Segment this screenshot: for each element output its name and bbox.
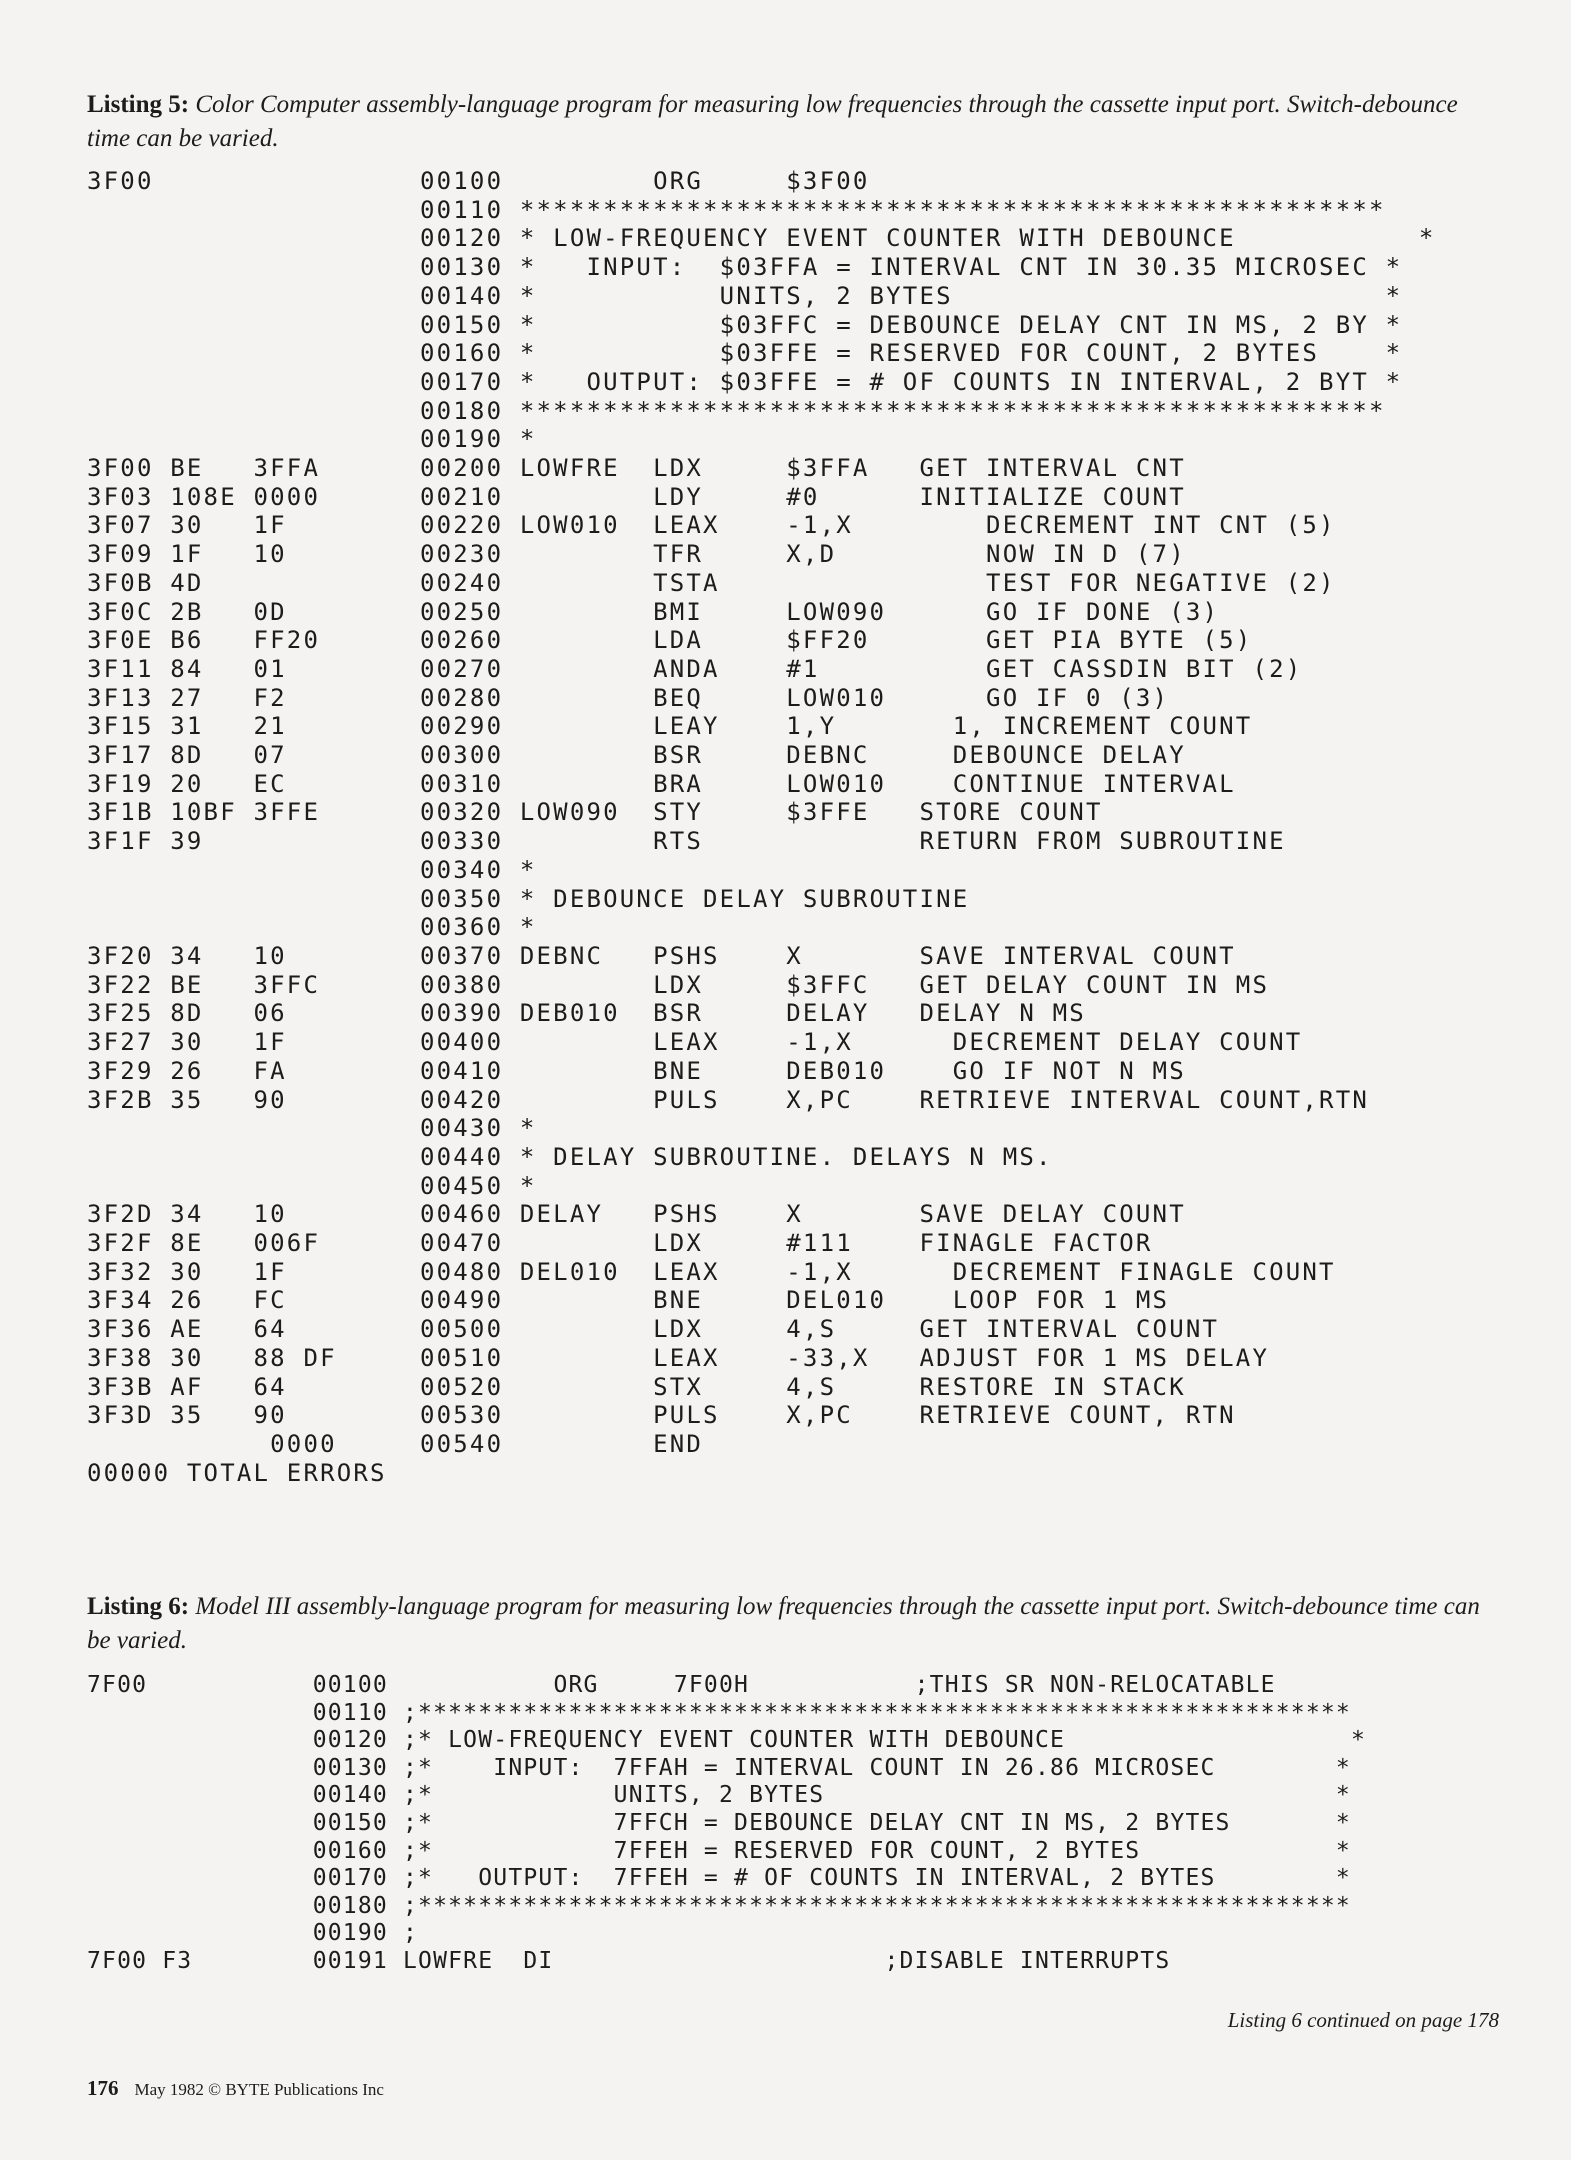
listing-5-caption bbox=[87, 88, 1497, 156]
code-line: 3F09 1F 10 00230 TFR X,D NOW IN D (7) bbox=[87, 540, 1186, 569]
code-line: 00170 ;* OUTPUT: 7FFEH = # OF COUNTS IN INTERVAL, 2 BYTES * bbox=[87, 1865, 1351, 1892]
code-line: 00340 * bbox=[87, 855, 537, 884]
listing-5-label: Listing 5: bbox=[87, 91, 190, 118]
code-line: 00120 * LOW-FREQUENCY EVENT COUNTER WITH DEBOUNCE * bbox=[87, 224, 1436, 253]
code-line: 00160 * $03FFE = RESERVED FOR COUNT, 2 BYTES * bbox=[87, 339, 1403, 368]
code-line: 7F00 F3 00191 LOWFRE DI ;DISABLE INTERRUPTS bbox=[87, 1947, 1171, 1974]
code-line: 3F15 31 21 00290 LEAY 1,Y 1, INCREMENT COUNT bbox=[87, 712, 1253, 741]
code-line: 3F0E B6 FF20 00260 LDA $FF20 GET PIA BYTE (5) bbox=[87, 626, 1253, 655]
code-line: 00140 ;* UNITS, 2 BYTES * bbox=[87, 1782, 1351, 1809]
code-line: 00170 * OUTPUT: $03FFE = # OF COUNTS IN INTERVAL, 2 BYT * bbox=[87, 367, 1403, 396]
code-line: 00000 TOTAL ERRORS bbox=[87, 1458, 387, 1487]
code-line: 3F19 20 EC 00310 BRA LOW010 CONTINUE INTERVAL bbox=[87, 769, 1236, 798]
code-line: 3F0B 4D 00240 TSTA TEST FOR NEGATIVE (2) bbox=[87, 568, 1336, 597]
code-line: 3F00 BE 3FFA 00200 LOWFRE LDX $3FFA GET INTERVAL CNT bbox=[87, 454, 1186, 483]
code-line: 3F27 30 1F 00400 LEAX -1,X DECREMENT DELAY COUNT bbox=[87, 1028, 1303, 1057]
listing-6-caption-text: Model III assembly-language program for measuring low frequencies through the cassette input port. Switch-debounce time can be varied. bbox=[87, 1593, 1480, 1654]
code-line: 3F20 34 10 00370 DEBNC PSHS X SAVE INTERVAL COUNT bbox=[87, 941, 1236, 970]
footer-text: May 1982 © BYTE Publications Inc bbox=[134, 2080, 384, 2099]
code-line: 0000 00540 END bbox=[87, 1429, 704, 1458]
listing-6-caption bbox=[87, 1590, 1497, 1658]
code-line: 00440 * DELAY SUBROUTINE. DELAYS N MS. bbox=[87, 1142, 1053, 1171]
page-number: 176 bbox=[87, 2076, 119, 2100]
code-line: 00180 **************************************************** bbox=[87, 396, 1386, 425]
code-line: 3F00 00100 ORG $3F00 bbox=[87, 167, 870, 195]
code-line: 00430 * bbox=[87, 1114, 537, 1143]
continued-note: Listing 6 continued on page 178 bbox=[1227, 2008, 1499, 2032]
code-line: 3F3D 35 90 00530 PULS X,PC RETRIEVE COUNT, RTN bbox=[87, 1401, 1236, 1430]
code-line: 00130 ;* INPUT: 7FFAH = INTERVAL COUNT IN 26.86 MICROSEC * bbox=[87, 1754, 1351, 1781]
code-line: 00140 * UNITS, 2 BYTES * bbox=[87, 281, 1403, 310]
code-line: 00160 ;* 7FFEH = RESERVED FOR COUNT, 2 BYTES * bbox=[87, 1837, 1351, 1864]
code-line: 00150 ;* 7FFCH = DEBOUNCE DELAY CNT IN MS, 2 BYTES * bbox=[87, 1809, 1351, 1836]
code-line: 3F1F 39 00330 RTS RETURN FROM SUBROUTINE bbox=[87, 827, 1286, 856]
code-line: 00190 * bbox=[87, 425, 537, 454]
code-line: 3F32 30 1F 00480 DEL010 LEAX -1,X DECREMENT FINAGLE COUNT bbox=[87, 1257, 1336, 1286]
code-line: 3F22 BE 3FFC 00380 LDX $3FFC GET DELAY COUNT IN MS bbox=[87, 970, 1270, 999]
code-line: 00450 * bbox=[87, 1171, 537, 1200]
code-line: 00360 * bbox=[87, 913, 537, 942]
code-line: 00110 **************************************************** bbox=[87, 195, 1386, 224]
code-line: 00350 * DEBOUNCE DELAY SUBROUTINE bbox=[87, 884, 970, 913]
code-line: 7F00 00100 ORG 7F00H ;THIS SR NON-RELOCATABLE bbox=[87, 1672, 1276, 1698]
code-line: 3F17 8D 07 00300 BSR DEBNC DEBOUNCE DELAY bbox=[87, 741, 1186, 770]
code-line: 00180 ;************************************************************** bbox=[87, 1892, 1351, 1919]
code-line: 00190 ; bbox=[87, 1920, 419, 1947]
code-line: 3F34 26 FC 00490 BNE DEL010 LOOP FOR 1 MS bbox=[87, 1286, 1170, 1315]
page-footer bbox=[87, 2076, 384, 2101]
code-line: 3F2D 34 10 00460 DELAY PSHS X SAVE DELAY COUNT bbox=[87, 1200, 1186, 1229]
code-line: 3F38 30 88 DF 00510 LEAX -33,X ADJUST FOR 1 MS DELAY bbox=[87, 1343, 1270, 1372]
code-line: 3F0C 2B 0D 00250 BMI LOW090 GO IF DONE (3) bbox=[87, 597, 1220, 626]
code-line: 00110 ;************************************************************** bbox=[87, 1699, 1351, 1726]
code-line: 3F2F 8E 006F 00470 LDX #111 FINAGLE FACTOR bbox=[87, 1229, 1153, 1258]
code-line: 3F2B 35 90 00420 PULS X,PC RETRIEVE INTERVAL COUNT,RTN bbox=[87, 1085, 1369, 1114]
code-line: 00150 * $03FFC = DEBOUNCE DELAY CNT IN MS, 2 BY * bbox=[87, 310, 1403, 339]
code-line: 00120 ;* LOW-FREQUENCY EVENT COUNTER WITH DEBOUNCE * bbox=[87, 1727, 1367, 1754]
listing-6-code bbox=[87, 1672, 1366, 1976]
code-line: 3F36 AE 64 00500 LDX 4,S GET INTERVAL COUNT bbox=[87, 1315, 1220, 1344]
code-line: 3F03 108E 0000 00210 LDY #0 INITIALIZE COUNT bbox=[87, 482, 1186, 511]
code-line: 00130 * INPUT: $03FFA = INTERVAL CNT IN 30.35 MICROSEC * bbox=[87, 253, 1403, 282]
code-line: 3F13 27 F2 00280 BEQ LOW010 GO IF 0 (3) bbox=[87, 683, 1170, 712]
code-line: 3F1B 10BF 3FFE 00320 LOW090 STY $3FFE STORE COUNT bbox=[87, 798, 1103, 827]
code-line: 3F25 8D 06 00390 DEB010 BSR DELAY DELAY N MS bbox=[87, 999, 1086, 1028]
listing-5-code bbox=[87, 167, 1436, 1487]
code-line: 3F11 84 01 00270 ANDA #1 GET CASSDIN BIT (2) bbox=[87, 654, 1303, 683]
listing-6-label: Listing 6: bbox=[87, 1593, 190, 1620]
code-line: 3F29 26 FA 00410 BNE DEB010 GO IF NOT N MS bbox=[87, 1056, 1186, 1085]
listing-5-caption-text: Color Computer assembly-language program for measuring low frequencies through the cassette input port. Switch-debounce time can be varied. bbox=[87, 91, 1458, 152]
code-line: 3F3B AF 64 00520 STX 4,S RESTORE IN STACK bbox=[87, 1372, 1186, 1401]
code-line: 3F07 30 1F 00220 LOW010 LEAX -1,X DECREMENT INT CNT (5) bbox=[87, 511, 1336, 540]
